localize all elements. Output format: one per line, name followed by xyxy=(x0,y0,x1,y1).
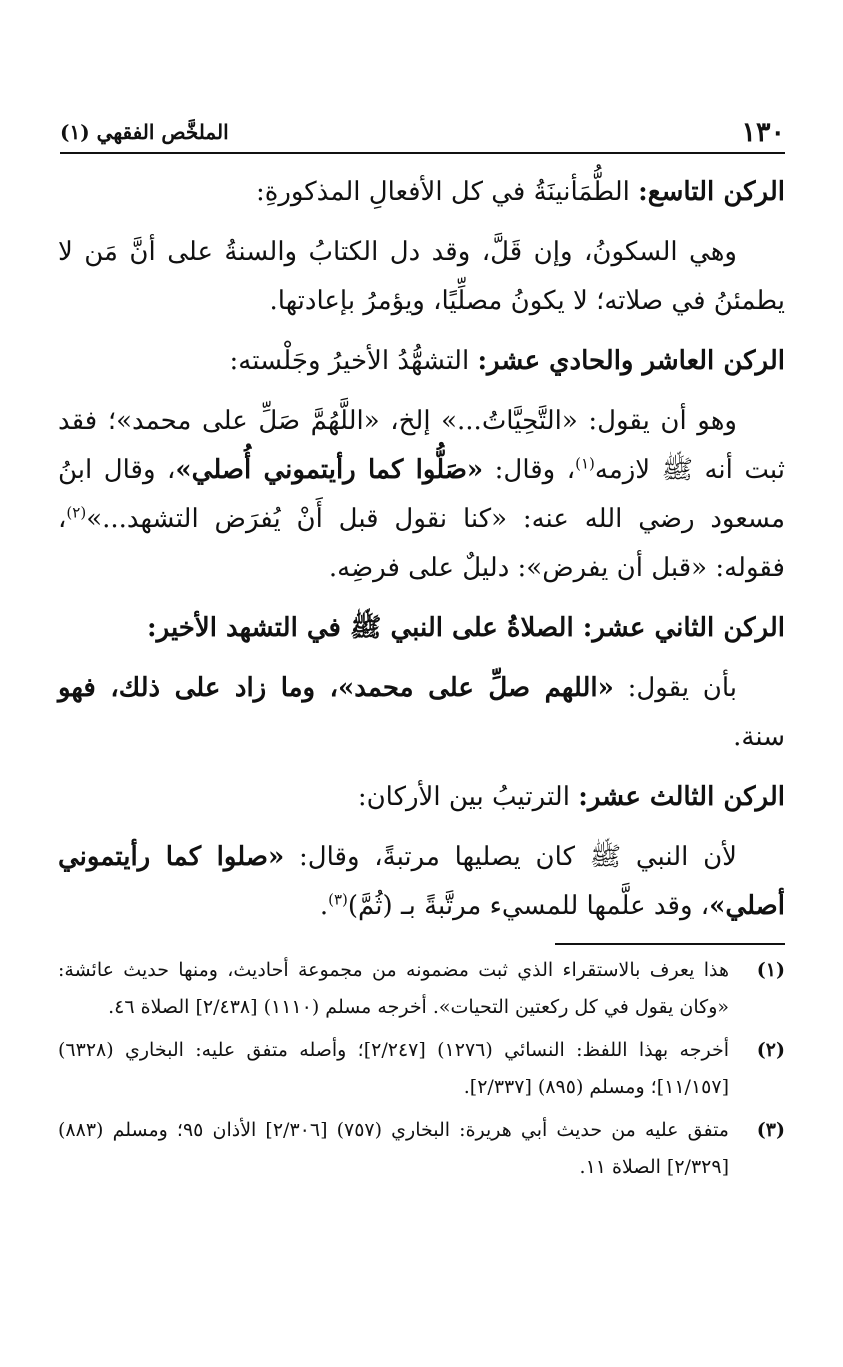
text-run: وهو أن يقول: «التَّحِيَّاتُ...» إلخ، «اللَّهُمَّ صَلِّ على محمد»؛ فقد ثبت أنه ﷺ لازمه xyxy=(58,406,785,485)
footnote-separator xyxy=(555,943,785,945)
page-number: ١٣٠ xyxy=(741,116,785,148)
text-run: ، وقال ابنُ مسعود رضي الله عنه: «كنا نقول قبل أَنْ يُفرَض التشهد...» xyxy=(58,455,785,534)
footnote xyxy=(58,1032,785,1106)
rukn-13-heading xyxy=(58,773,785,822)
footnote-number: (٣) xyxy=(756,1119,785,1141)
hadith-quote: «صلوا كما رأيتموني أصلي» xyxy=(58,842,785,921)
footnotes xyxy=(58,952,785,1192)
main-text xyxy=(58,168,785,931)
rukn-12-paragraph xyxy=(58,664,785,762)
footnote-number: (١) xyxy=(756,959,785,981)
rukn-9-heading xyxy=(58,168,785,217)
running-title: الملخَّص الفقهي (١) xyxy=(60,120,229,144)
rukn-label: الركن التاسع: xyxy=(638,177,785,207)
footnote-ref-3: (٣) xyxy=(328,890,348,909)
footnote-text: هذا يعرف بالاستقراء الذي ثبت مضمونه من مجموعة أحاديث، ومنها حديث عائشة: «وكان يقول في كل ركعتين التحيات». أخرجه مسلم (١١١٠) [٢/٤٣٨] الصلاة ٤٦. xyxy=(58,959,729,1018)
rukn-12-heading xyxy=(58,604,785,653)
footnote-text: متفق عليه من حديث أبي هريرة: البخاري (٧٥٧) [٢/٣٠٦] الأذان ٩٥؛ ومسلم (٨٨٣) [٢/٣٢٩] الصلاة ١١. xyxy=(58,1119,729,1178)
text-run: ، وقد علَّمها للمسيء مرتَّبةً بـ (ثُمَّ) xyxy=(347,891,710,921)
page-header xyxy=(60,112,785,154)
rukn-label: الركن الثاني عشر: xyxy=(582,613,785,643)
rukn-label: الركن الثالث عشر: xyxy=(578,782,785,812)
text-run: ، فقوله: «قبل أن يفرض»: دليلٌ على فرضِه. xyxy=(58,504,785,583)
rukn-title: التشهُّدُ الأخيرُ وجَلْسته: xyxy=(229,346,478,376)
hadith-quote: «صَلُّوا كما رأيتموني أُصلي» xyxy=(175,455,484,485)
footnote xyxy=(58,952,785,1026)
footnote xyxy=(58,1112,785,1186)
rukn-9-paragraph: وهي السكونُ، وإن قَلَّ، وقد دل الكتابُ والسنةُ على أنَّ مَن لا يطمئنُ في صلاته؛ لا يكونُ مصلِّيًا، ويؤمرُ بإعادتها. xyxy=(58,237,785,316)
text-run: . xyxy=(319,891,329,921)
text-run: لأن النبي ﷺ كان يصليها مرتبةً، وقال: xyxy=(284,842,738,872)
rukn-10-11-paragraph xyxy=(58,397,785,593)
rukn-10-11-heading xyxy=(58,337,785,386)
text-run: ، وقال: xyxy=(483,455,576,485)
footnote-ref-1: (١) xyxy=(575,454,595,473)
footnote-number: (٢) xyxy=(756,1039,785,1061)
rukn-title: الطُّمَأنينَةُ في كل الأفعالِ المذكورةِ: xyxy=(255,177,639,207)
hadith-quote: «اللهم صلِّ على محمد»، وما زاد على ذلك، فهو xyxy=(58,673,614,703)
rukn-label: الركن العاشر والحادي عشر: xyxy=(477,346,785,376)
text-run: سنة. xyxy=(733,722,785,752)
rukn-title: الصلاةُ على النبي ﷺ في التشهد الأخير: xyxy=(147,613,583,643)
rukn-13-paragraph xyxy=(58,833,785,931)
footnote-ref-2: (٢) xyxy=(66,503,87,522)
rukn-title: الترتيبُ بين الأركان: xyxy=(357,782,579,812)
text-run: بأن يقول: xyxy=(613,673,737,703)
footnote-text: أخرجه بهذا اللفظ: النسائي (١٢٧٦) [٢/٢٤٧]؛ وأصله متفق عليه: البخاري (٦٣٢٨) [١١/١٥٧]؛ ومسلم (٨٩٥) [٢/٣٣٧]. xyxy=(58,1039,729,1098)
